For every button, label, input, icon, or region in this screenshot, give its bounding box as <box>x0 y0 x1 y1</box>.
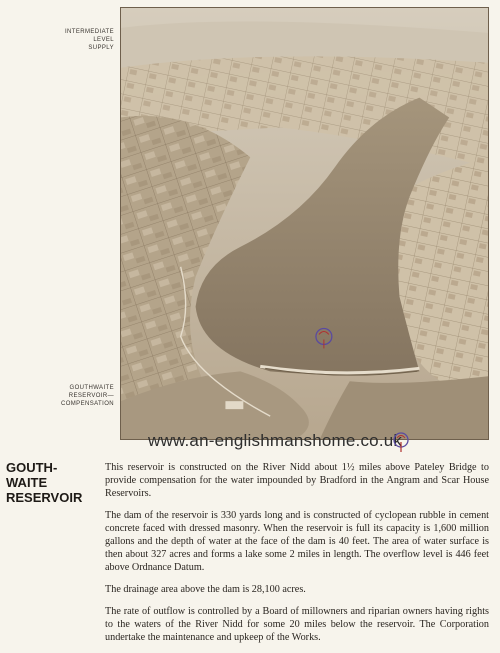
caption-intermediate-level-supply: INTERMEDIATE LEVEL SUPPLY <box>64 29 114 51</box>
paragraph-dam-details: The dam of the reservoir is 330 yards long and is constructed of cyclopean rubble in cement concrete faced with dressed masonry. When the reservoir is full its capacity is 1,600 million gallons and the depth of water at the face of the dam is 40 feet. The area of water surface is then about 327 acres and forms a lake some 2 miles in length. The overflow level is 446 feet above Ordnance Datum. <box>105 510 489 573</box>
article-body <box>105 461 489 653</box>
paragraph-outflow: The rate of outflow is controlled by a Board of millowners and riparian owners having rights to the waters of the River Nidd for some 20 miles below the reservoir. The Corporation undertake the maintenance and upkeep of the Works. <box>105 606 489 643</box>
watermark-url: www.an-englishmanshome.co.uk <box>148 431 403 450</box>
paragraph-construction: This reservoir is constructed on the River Nidd about 1½ miles above Pateley Bridge to provide compensation for the water impounded by Bradford in the Angram and Scar House Reservoirs. <box>105 462 489 499</box>
section-title: GOUTH- WAITE RESERVOIR <box>6 460 83 505</box>
caption-gouthwaite-compensation: GOUTHWAITE RESERVOIR— COMPENSATION <box>60 385 114 407</box>
paragraph-drainage-area: The drainage area above the dam is 28,100 acres. <box>105 584 306 595</box>
aerial-photo-illustration <box>121 8 488 439</box>
watermark-badge-icon <box>392 430 410 454</box>
aerial-reservoir-photo <box>120 7 489 440</box>
